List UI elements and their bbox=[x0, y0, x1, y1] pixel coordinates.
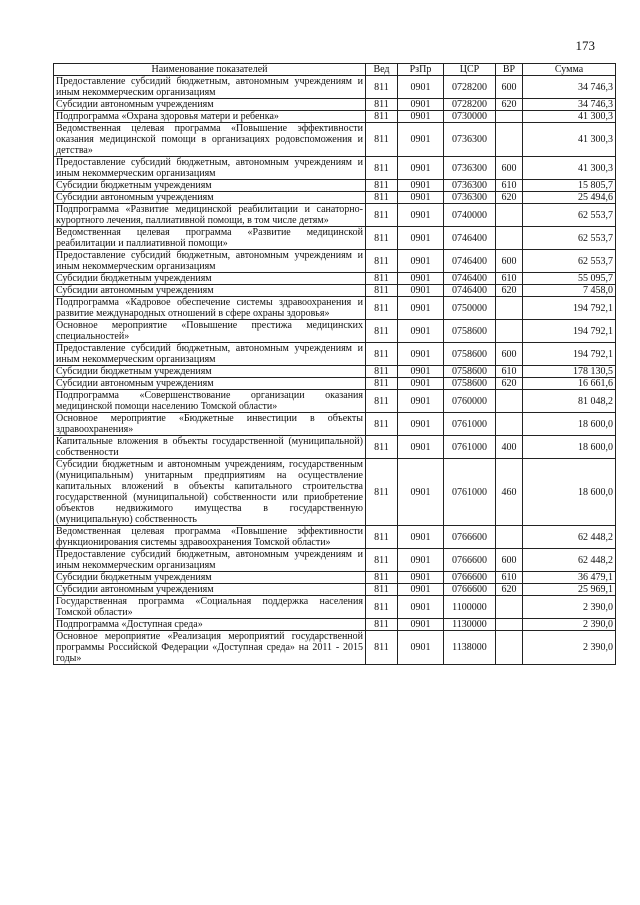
row-sum: 16 661,6 bbox=[523, 378, 616, 390]
row-name: Субсидии автономным учреждениям bbox=[54, 584, 366, 596]
row-name: Субсидии бюджетным учреждениям bbox=[54, 572, 366, 584]
row-vr: 600 bbox=[496, 343, 523, 366]
row-ved: 811 bbox=[366, 413, 398, 436]
row-vr bbox=[496, 227, 523, 250]
row-rzpr: 0901 bbox=[398, 204, 444, 227]
table-row bbox=[54, 157, 616, 180]
row-name: Государственная программа «Социальная поддержка населения Томской области» bbox=[54, 596, 366, 619]
budget-table bbox=[53, 63, 616, 665]
row-name: Субсидии автономным учреждениям bbox=[54, 378, 366, 390]
table-row bbox=[54, 227, 616, 250]
row-vr: 460 bbox=[496, 459, 523, 526]
row-ved: 811 bbox=[366, 572, 398, 584]
row-name: Ведомственная целевая программа «Повышение эффективности функционирования системы здравоохранения Томской области» bbox=[54, 526, 366, 549]
table-row bbox=[54, 320, 616, 343]
header-name: Наименование показателей bbox=[54, 64, 366, 76]
row-ved: 811 bbox=[366, 273, 398, 285]
row-name: Подпрограмма «Охрана здоровья матери и ребенка» bbox=[54, 111, 366, 123]
header-vr: ВР bbox=[496, 64, 523, 76]
row-rzpr: 0901 bbox=[398, 366, 444, 378]
row-vr: 620 bbox=[496, 584, 523, 596]
table-row bbox=[54, 572, 616, 584]
row-rzpr: 0901 bbox=[398, 436, 444, 459]
row-vr: 610 bbox=[496, 366, 523, 378]
row-vr: 600 bbox=[496, 549, 523, 572]
row-sum: 62 553,7 bbox=[523, 227, 616, 250]
row-vr: 620 bbox=[496, 99, 523, 111]
row-ved: 811 bbox=[366, 285, 398, 297]
row-vr bbox=[496, 390, 523, 413]
table-row bbox=[54, 459, 616, 526]
row-ved: 811 bbox=[366, 366, 398, 378]
row-name: Подпрограмма «Развитие медицинской реабилитации и санаторно-курортного лечения, паллиативной помощи, в том числе детям» bbox=[54, 204, 366, 227]
row-vr bbox=[496, 111, 523, 123]
row-csr: 1130000 bbox=[444, 619, 496, 631]
row-csr: 0740000 bbox=[444, 204, 496, 227]
table-row bbox=[54, 204, 616, 227]
table-row bbox=[54, 366, 616, 378]
table-row bbox=[54, 343, 616, 366]
row-csr: 0760000 bbox=[444, 390, 496, 413]
row-rzpr: 0901 bbox=[398, 285, 444, 297]
row-sum: 25 969,1 bbox=[523, 584, 616, 596]
row-ved: 811 bbox=[366, 99, 398, 111]
table-row bbox=[54, 436, 616, 459]
row-sum: 2 390,0 bbox=[523, 619, 616, 631]
row-vr: 600 bbox=[496, 76, 523, 99]
row-ved: 811 bbox=[366, 549, 398, 572]
row-name: Основное мероприятие «Бюджетные инвестиции в объекты здравоохранения» bbox=[54, 413, 366, 436]
row-name: Основное мероприятие «Реализация мероприятий государственной программы Российской Федерации «Доступная среда» на 2011 - 2015 годы» bbox=[54, 631, 366, 665]
row-ved: 811 bbox=[366, 459, 398, 526]
row-name: Ведомственная целевая программа «Развитие медицинской реабилитации и паллиативной помощи» bbox=[54, 227, 366, 250]
row-vr bbox=[496, 413, 523, 436]
row-rzpr: 0901 bbox=[398, 180, 444, 192]
row-ved: 811 bbox=[366, 378, 398, 390]
row-vr: 610 bbox=[496, 273, 523, 285]
row-rzpr: 0901 bbox=[398, 157, 444, 180]
row-sum: 41 300,3 bbox=[523, 157, 616, 180]
row-csr: 0766600 bbox=[444, 572, 496, 584]
table-row bbox=[54, 76, 616, 99]
row-vr bbox=[496, 526, 523, 549]
row-name: Предоставление субсидий бюджетным, автономным учреждениям и иным некоммерческим организациям bbox=[54, 250, 366, 273]
row-name: Субсидии автономным учреждениям bbox=[54, 99, 366, 111]
row-ved: 811 bbox=[366, 180, 398, 192]
table-row bbox=[54, 619, 616, 631]
row-name: Субсидии бюджетным и автономным учреждениям, государственным (муниципальным) унитарным предприятиям на осуществление капитальных вложений в объекты капитального строительства государственной (муниципальной) собственности или приобретение объектов недвижимого имущества в государственную (муниципальную) собственность bbox=[54, 459, 366, 526]
row-sum: 2 390,0 bbox=[523, 631, 616, 665]
row-name: Субсидии бюджетным учреждениям bbox=[54, 180, 366, 192]
row-csr: 0746400 bbox=[444, 227, 496, 250]
row-sum: 25 494,6 bbox=[523, 192, 616, 204]
row-ved: 811 bbox=[366, 123, 398, 157]
row-name: Подпрограмма «Доступная среда» bbox=[54, 619, 366, 631]
row-name: Подпрограмма «Совершенствование организации оказания медицинской помощи населению Томской области» bbox=[54, 390, 366, 413]
row-vr: 600 bbox=[496, 250, 523, 273]
row-rzpr: 0901 bbox=[398, 413, 444, 436]
row-vr: 400 bbox=[496, 436, 523, 459]
row-ved: 811 bbox=[366, 111, 398, 123]
row-rzpr: 0901 bbox=[398, 192, 444, 204]
row-csr: 0746400 bbox=[444, 273, 496, 285]
table-row bbox=[54, 413, 616, 436]
table-row bbox=[54, 250, 616, 273]
row-rzpr: 0901 bbox=[398, 619, 444, 631]
row-name: Субсидии бюджетным учреждениям bbox=[54, 273, 366, 285]
row-sum: 2 390,0 bbox=[523, 596, 616, 619]
row-csr: 0758600 bbox=[444, 343, 496, 366]
row-vr bbox=[496, 320, 523, 343]
row-ved: 811 bbox=[366, 227, 398, 250]
table-row bbox=[54, 378, 616, 390]
row-sum: 62 553,7 bbox=[523, 204, 616, 227]
table-header-row bbox=[54, 64, 616, 76]
row-ved: 811 bbox=[366, 76, 398, 99]
row-rzpr: 0901 bbox=[398, 227, 444, 250]
row-sum: 41 300,3 bbox=[523, 123, 616, 157]
row-ved: 811 bbox=[366, 596, 398, 619]
row-csr: 0746400 bbox=[444, 250, 496, 273]
row-sum: 15 805,7 bbox=[523, 180, 616, 192]
row-vr bbox=[496, 204, 523, 227]
row-csr: 0736300 bbox=[444, 157, 496, 180]
row-name: Основное мероприятие «Повышение престижа медицинских специальностей» bbox=[54, 320, 366, 343]
table-row bbox=[54, 631, 616, 665]
table-row bbox=[54, 596, 616, 619]
row-csr: 0736300 bbox=[444, 192, 496, 204]
row-vr: 620 bbox=[496, 192, 523, 204]
row-name: Ведомственная целевая программа «Повышение эффективности оказания медицинской помощи в организациях родовспоможения и детства» bbox=[54, 123, 366, 157]
table-row bbox=[54, 297, 616, 320]
row-vr bbox=[496, 297, 523, 320]
row-sum: 36 479,1 bbox=[523, 572, 616, 584]
table-row bbox=[54, 99, 616, 111]
row-rzpr: 0901 bbox=[398, 459, 444, 526]
row-ved: 811 bbox=[366, 192, 398, 204]
row-sum: 34 746,3 bbox=[523, 99, 616, 111]
table-row bbox=[54, 123, 616, 157]
table-row bbox=[54, 549, 616, 572]
row-csr: 0728200 bbox=[444, 99, 496, 111]
row-csr: 1100000 bbox=[444, 596, 496, 619]
row-ved: 811 bbox=[366, 584, 398, 596]
row-sum: 18 600,0 bbox=[523, 459, 616, 526]
table-row bbox=[54, 180, 616, 192]
row-ved: 811 bbox=[366, 619, 398, 631]
row-sum: 7 458,0 bbox=[523, 285, 616, 297]
row-csr: 0766600 bbox=[444, 584, 496, 596]
row-csr: 0730000 bbox=[444, 111, 496, 123]
row-name: Предоставление субсидий бюджетным, автономным учреждениям и иным некоммерческим организациям bbox=[54, 76, 366, 99]
row-sum: 194 792,1 bbox=[523, 343, 616, 366]
row-ved: 811 bbox=[366, 157, 398, 180]
row-sum: 62 448,2 bbox=[523, 549, 616, 572]
row-name: Предоставление субсидий бюджетным, автономным учреждениям и иным некоммерческим организациям bbox=[54, 549, 366, 572]
row-csr: 0766600 bbox=[444, 549, 496, 572]
row-vr: 620 bbox=[496, 285, 523, 297]
row-rzpr: 0901 bbox=[398, 320, 444, 343]
row-vr bbox=[496, 123, 523, 157]
header-ved: Вед bbox=[366, 64, 398, 76]
row-sum: 62 448,2 bbox=[523, 526, 616, 549]
row-ved: 811 bbox=[366, 204, 398, 227]
row-rzpr: 0901 bbox=[398, 99, 444, 111]
row-csr: 1138000 bbox=[444, 631, 496, 665]
row-name: Капитальные вложения в объекты государственной (муниципальной) собственности bbox=[54, 436, 366, 459]
row-sum: 34 746,3 bbox=[523, 76, 616, 99]
row-vr: 610 bbox=[496, 572, 523, 584]
row-rzpr: 0901 bbox=[398, 111, 444, 123]
row-vr: 600 bbox=[496, 157, 523, 180]
header-rzpr: РзПр bbox=[398, 64, 444, 76]
row-rzpr: 0901 bbox=[398, 250, 444, 273]
row-ved: 811 bbox=[366, 390, 398, 413]
row-name: Предоставление субсидий бюджетным, автономным учреждениям и иным некоммерческим организациям bbox=[54, 343, 366, 366]
row-name: Подпрограмма «Кадровое обеспечение системы здравоохранения и развитие международных отношений в сфере охраны здоровья» bbox=[54, 297, 366, 320]
row-vr bbox=[496, 631, 523, 665]
row-name: Субсидии автономным учреждениям bbox=[54, 192, 366, 204]
row-rzpr: 0901 bbox=[398, 343, 444, 366]
row-rzpr: 0901 bbox=[398, 123, 444, 157]
row-sum: 55 095,7 bbox=[523, 273, 616, 285]
row-sum: 41 300,3 bbox=[523, 111, 616, 123]
table-row bbox=[54, 111, 616, 123]
row-sum: 194 792,1 bbox=[523, 320, 616, 343]
row-csr: 0761000 bbox=[444, 459, 496, 526]
row-sum: 62 553,7 bbox=[523, 250, 616, 273]
row-csr: 0766600 bbox=[444, 526, 496, 549]
row-name: Предоставление субсидий бюджетным, автономным учреждениям и иным некоммерческим организациям bbox=[54, 157, 366, 180]
row-rzpr: 0901 bbox=[398, 378, 444, 390]
row-csr: 0746400 bbox=[444, 285, 496, 297]
row-sum: 81 048,2 bbox=[523, 390, 616, 413]
row-rzpr: 0901 bbox=[398, 596, 444, 619]
row-sum: 18 600,0 bbox=[523, 413, 616, 436]
table-row bbox=[54, 285, 616, 297]
row-rzpr: 0901 bbox=[398, 273, 444, 285]
row-name: Субсидии бюджетным учреждениям bbox=[54, 366, 366, 378]
row-csr: 0728200 bbox=[444, 76, 496, 99]
row-rzpr: 0901 bbox=[398, 572, 444, 584]
table-row bbox=[54, 526, 616, 549]
row-csr: 0758600 bbox=[444, 320, 496, 343]
row-rzpr: 0901 bbox=[398, 390, 444, 413]
table-row bbox=[54, 273, 616, 285]
row-csr: 0736300 bbox=[444, 123, 496, 157]
row-csr: 0758600 bbox=[444, 378, 496, 390]
row-csr: 0761000 bbox=[444, 413, 496, 436]
row-sum: 194 792,1 bbox=[523, 297, 616, 320]
row-rzpr: 0901 bbox=[398, 76, 444, 99]
row-vr: 620 bbox=[496, 378, 523, 390]
row-csr: 0750000 bbox=[444, 297, 496, 320]
row-ved: 811 bbox=[366, 297, 398, 320]
row-csr: 0761000 bbox=[444, 436, 496, 459]
row-ved: 811 bbox=[366, 320, 398, 343]
row-ved: 811 bbox=[366, 250, 398, 273]
table-row bbox=[54, 584, 616, 596]
row-ved: 811 bbox=[366, 436, 398, 459]
row-vr: 610 bbox=[496, 180, 523, 192]
page-number: 173 bbox=[575, 38, 595, 53]
row-vr bbox=[496, 619, 523, 631]
table-row bbox=[54, 390, 616, 413]
row-ved: 811 bbox=[366, 343, 398, 366]
row-rzpr: 0901 bbox=[398, 549, 444, 572]
table-row bbox=[54, 192, 616, 204]
row-sum: 18 600,0 bbox=[523, 436, 616, 459]
row-rzpr: 0901 bbox=[398, 631, 444, 665]
row-sum: 178 130,5 bbox=[523, 366, 616, 378]
row-rzpr: 0901 bbox=[398, 584, 444, 596]
header-csr: ЦСР bbox=[444, 64, 496, 76]
row-csr: 0736300 bbox=[444, 180, 496, 192]
row-vr bbox=[496, 596, 523, 619]
row-ved: 811 bbox=[366, 526, 398, 549]
row-rzpr: 0901 bbox=[398, 526, 444, 549]
row-ved: 811 bbox=[366, 631, 398, 665]
header-sum: Сумма bbox=[523, 64, 616, 76]
row-csr: 0758600 bbox=[444, 366, 496, 378]
row-name: Субсидии автономным учреждениям bbox=[54, 285, 366, 297]
row-rzpr: 0901 bbox=[398, 297, 444, 320]
